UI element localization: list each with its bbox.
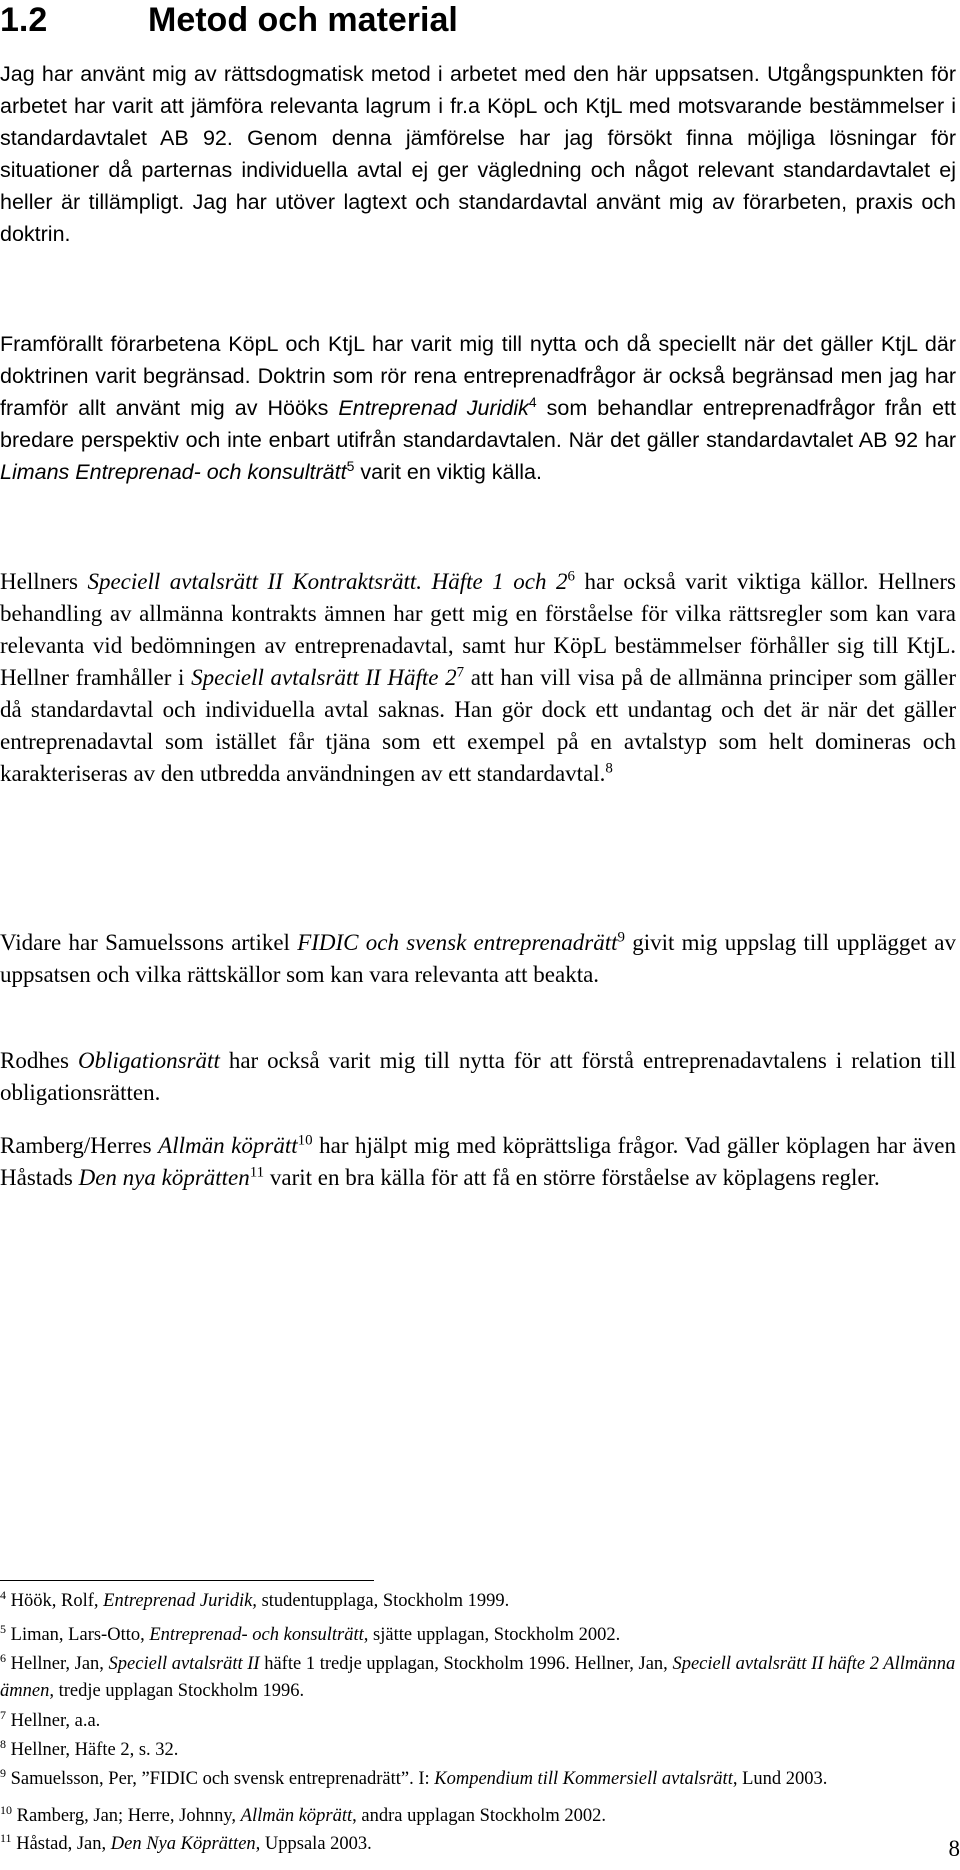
paragraph-ramberg: Ramberg/Herres Allmän köprätt$^{10}$ har hjälpt mig med köprättsliga frågor. Vad gäller köplagen har även Håstads Den nya köprätten$^{11}$ varit en bra källa för att få en större förståelse av köplagens regler. (0, 1132, 956, 1190)
section-title: Metod och material (148, 1, 458, 39)
section-heading (0, 0, 458, 40)
footnote-ref-4: 4 (528, 393, 537, 410)
paragraph-preparatory-works: Framförallt förarbetena KöpL och KtjL har varit mig till nytta och då speciellt när det gäller KtjL där doktrinen varit begränsad. Doktrin som rör rena entreprenadfrågor är också begränsad men jag har framför allt använt mig av Hööks Entreprenad Juridik$^4$ som behandlar entreprenadfrågor från ett bredare perspektiv och inte enbart utifrån standardavtalen. När det gäller standardavtalet AB 92 har Limans Entreprenad- och konsulträtt$^5$ varit en viktig källa. (0, 332, 956, 484)
footnote-10: $^{10}$ Ramberg, Jan; Herre, Johnny, Allmän köprätt, andra upplagan Stockholm 2002. (0, 1802, 606, 1826)
page-number: 8 (948, 1836, 960, 1861)
paragraph-method: Jag har använt mig av rättsdogmatisk metod i arbetet med den här uppsatsen. Utgångspunkten för arbetet har varit att jämföra relevanta lagrum i fr.a KöpL och KtjL med motsvarande bestämmelser i standardavtalet AB 92. Genom denna jämförelse har jag försökt finna möjliga lösningar för situationer då parternas individuella avtal ej ger vägledning och något relevant standardavtalet ej heller är tillämpligt. Jag har utöver lagtext och standardavtal använt mig av förarbeten, praxis och doktrin. (0, 62, 956, 246)
footnote-ref-5: 5 (346, 457, 355, 474)
footnote-11: $^{11}$ Håstad, Jan, Den Nya Köprätten, Uppsala 2003. (0, 1830, 372, 1854)
footnote-ref-7: 7 (456, 664, 465, 681)
footnote-5: $^5$ Liman, Lars-Otto, Entreprenad- och konsulträtt, sjätte upplagan, Stockholm 2002. (0, 1621, 621, 1645)
section-number: 1.2 (0, 1, 48, 39)
paragraph-hellner: Hellners Speciell avtalsrätt II Kontraktsrätt. Häfte 1 och $2^6$ har också varit viktiga källor. Hellners behandling av allmänna kontrakts ämnen har gett mig en förståelse för vilka rättsregler som kan vara relevanta vid bedömningen av entreprenadavtal, samt hur KöpL bestämmelser förhåller sig till KtjL. Hellner framhåller i Speciell avtalsrätt II Häfte $2^7$ att han vill visa på de allmänna principer som gäller då standardavtal och individuella avtal saknas. Han gör dock ett undantag och det är när det gäller entreprenadavtal som istället får tjäna som ett exempel på en avtalstyp som helt domineras och karakteriseras av den utbredda användningen av ett standardavtal.$^8$ (0, 568, 956, 786)
footnote-9: $^9$ Samuelsson, Per, ”FIDIC och svensk entreprenadrätt”. I: Kompendium till Kommersiell avtalsrätt, Lund 2003. (0, 1765, 828, 1789)
footnote-ref-10: 10 (297, 1132, 313, 1149)
footnote-ref-6: 6 (567, 568, 575, 585)
footnote-6: $^6$ Hellner, Jan, Speciell avtalsrätt II häfte 1 tredje upplagan, Stockholm 1996. Hellner, Jan, Speciell avtalsrätt II häfte 2 Allmänna ämnen, tredje upplagan Stockholm 1996. (0, 1650, 956, 1701)
paragraph-rodhe: Rodhes Obligationsrätt har också varit mig till nytta för att förstå entreprenadavtalens i relation till obligationsrätten. (0, 1048, 957, 1105)
footnote-ref-11: 11 (249, 1164, 265, 1181)
paragraph-samuelsson: Vidare har Samuelssons artikel FIDIC och svensk entreprenadrätt$^9$ givit mig uppslag till upplägget av uppsatsen och vilka rättskällor som kan vara relevanta att beakta. (0, 929, 956, 987)
footnote-ref-8: 8 (605, 760, 613, 777)
footnote-8: $^8$ Hellner, Häfte 2, s. 32. (0, 1736, 179, 1760)
footnote-separator (0, 1580, 374, 1581)
footnote-ref-9: 9 (617, 929, 625, 946)
footnote-7: $^7$ Hellner, a.a. (0, 1707, 101, 1731)
footnote-4: $^4$ Höök, Rolf, Entreprenad Juridik, studentupplaga, Stockholm 1999. (0, 1587, 510, 1611)
